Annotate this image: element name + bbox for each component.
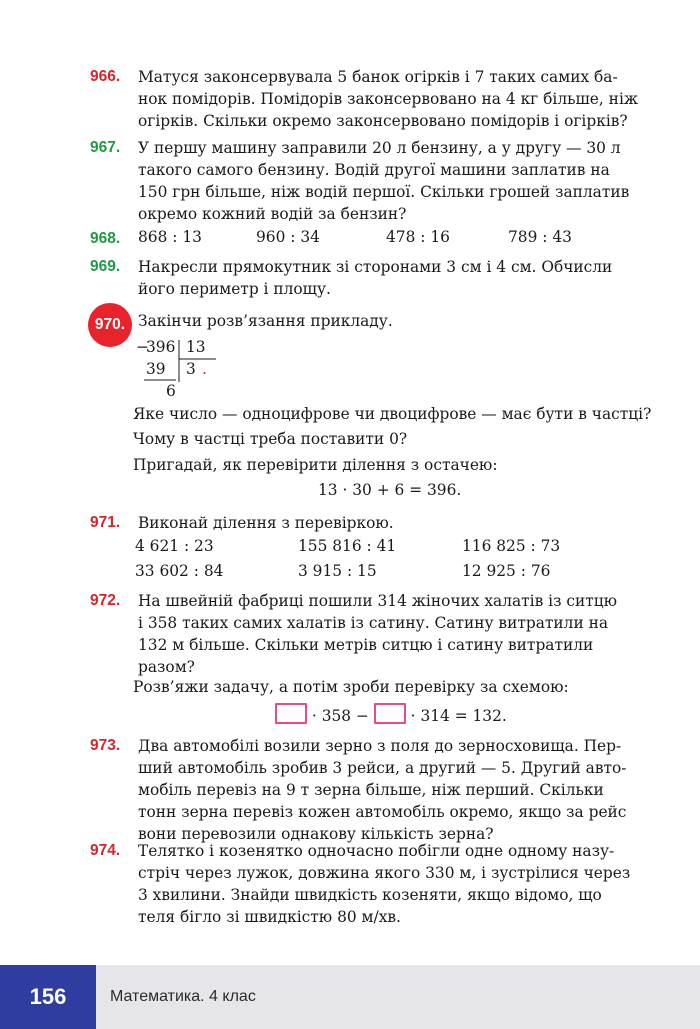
task-number: 966. xyxy=(90,68,121,85)
minus-sign: − xyxy=(136,338,149,356)
expression: 4 621 : 23 xyxy=(135,537,214,555)
expression: 960 : 34 xyxy=(256,228,320,246)
divisor: 13 xyxy=(186,338,206,356)
scheme-part-2: · 314 = 132. xyxy=(410,707,507,725)
expression: 868 : 13 xyxy=(138,228,202,246)
task-number-badge: 970. xyxy=(88,303,132,347)
expression: 12 925 : 76 xyxy=(462,562,551,580)
text-line: разом? xyxy=(138,658,195,676)
task-number: 974. xyxy=(90,842,121,859)
task-text xyxy=(138,735,655,845)
task-text xyxy=(138,256,655,300)
task-number: 969. xyxy=(90,258,121,275)
answer-box[interactable] xyxy=(374,703,406,724)
task-970-question-3: Пригадай, як перевірити ділення з остачею: xyxy=(133,456,498,474)
text-line: ший автомобіль зробив 3 рейси, а другий — 5. Другий авто- xyxy=(138,759,627,777)
division-lines xyxy=(136,338,256,400)
quotient: 3 xyxy=(186,360,196,378)
task-973 xyxy=(90,735,655,845)
task-972-scheme xyxy=(275,703,507,725)
book-title: Математика. 4 клас xyxy=(96,965,700,1029)
expression: 3 915 : 15 xyxy=(298,562,377,580)
task-text xyxy=(138,66,655,132)
task-969 xyxy=(90,256,655,300)
task-967 xyxy=(90,137,655,225)
text-line: 3 хвилини. Знайди швидкість козеняти, якщо відомо, що xyxy=(138,886,602,904)
task-972 xyxy=(90,590,655,678)
task-number: 973. xyxy=(90,737,121,754)
expression: 155 816 : 41 xyxy=(298,537,397,555)
text-line: вони перевозили однакову кількість зерна? xyxy=(138,825,494,843)
task-number: 972. xyxy=(90,592,121,609)
text-line: Телятко і козенятко одночасно побігли одне одному назу- xyxy=(138,842,615,860)
text-line: його периметр і площу. xyxy=(138,280,331,298)
text-line: У першу машину заправили 20 л бензину, а у другу — 30 л xyxy=(138,139,621,157)
text-line: Накресли прямокутник зі сторонами 3 см і 4 см. Обчисли xyxy=(138,258,613,276)
remainder: 6 xyxy=(166,382,176,400)
task-974 xyxy=(90,840,655,928)
task-966 xyxy=(90,66,655,132)
task-number: 971. xyxy=(90,514,121,531)
task-number: 967. xyxy=(90,139,121,156)
text-line: 150 грн більше, ніж водій першої. Скільки грошей заплатив xyxy=(138,183,630,201)
text-line: Матуся законсервувала 5 банок огірків і 7 таких самих ба- xyxy=(138,68,618,86)
task-970-question-1: Яке число — одноцифрове чи двоцифрове — має бути в частці? xyxy=(133,405,652,423)
quotient-placeholder-dot: . xyxy=(202,360,207,378)
task-text xyxy=(138,840,655,928)
task-970-check: 13 · 30 + 6 = 396. xyxy=(318,481,462,499)
task-972-scheme-intro: Розв’яжи задачу, а потім зроби перевірку за схемою: xyxy=(133,678,569,696)
text-line: тонн зерна перевіз кожен автомобіль окремо, якщо за рейс xyxy=(138,803,627,821)
page-number: 156 xyxy=(0,965,96,1029)
text-line: мобіль перевіз на 9 т зерна більше, ніж перший. Скільки xyxy=(138,781,604,799)
text-line: теля бігло зі швидкістю 80 м/хв. xyxy=(138,908,401,926)
subtrahend: 39 xyxy=(146,360,166,378)
long-division xyxy=(136,338,256,400)
task-number: 968. xyxy=(90,230,121,247)
task-971 xyxy=(90,512,655,534)
expression: 478 : 16 xyxy=(386,228,450,246)
answer-box[interactable] xyxy=(275,703,307,724)
task-970-question-2: Чому в частці треба поставити 0? xyxy=(133,430,408,448)
task-text xyxy=(138,512,655,534)
text-line: Два автомобілі возили зерно з поля до зерносховища. Пер- xyxy=(138,737,622,755)
text-line: нок помідорів. Помідорів законсервовано на 4 кг більше, ніж xyxy=(138,90,639,108)
text-line: Виконай ділення з перевіркою. xyxy=(138,514,394,532)
task-text xyxy=(138,590,655,678)
expression: 33 602 : 84 xyxy=(135,562,224,580)
expression: 789 : 43 xyxy=(508,228,572,246)
text-line: окремо кожний водій за бензин? xyxy=(138,205,407,223)
text-line: такого самого бензину. Водій другої машини заплатив на xyxy=(138,161,610,179)
dividend: 396 xyxy=(146,338,176,356)
text-line: і 358 таких самих халатів із сатину. Сатину витратили на xyxy=(138,614,609,632)
task-text xyxy=(138,137,655,225)
expression: 116 825 : 73 xyxy=(462,537,561,555)
text-line: На швейній фабриці пошили 314 жіночих халатів із ситцю xyxy=(138,592,618,610)
text-line: стріч через лужок, довжина якого 330 м, і зустрілися через xyxy=(138,864,631,882)
text-line: огірків. Скільки окремо законсервовано помідорів і огірків? xyxy=(138,112,628,130)
text-line: 132 м більше. Скільки метрів ситцю і сатину витратили xyxy=(138,636,594,654)
task-970-intro: Закінчи розв’язання прикладу. xyxy=(138,312,393,330)
scheme-part-1: · 358 − xyxy=(311,707,369,725)
